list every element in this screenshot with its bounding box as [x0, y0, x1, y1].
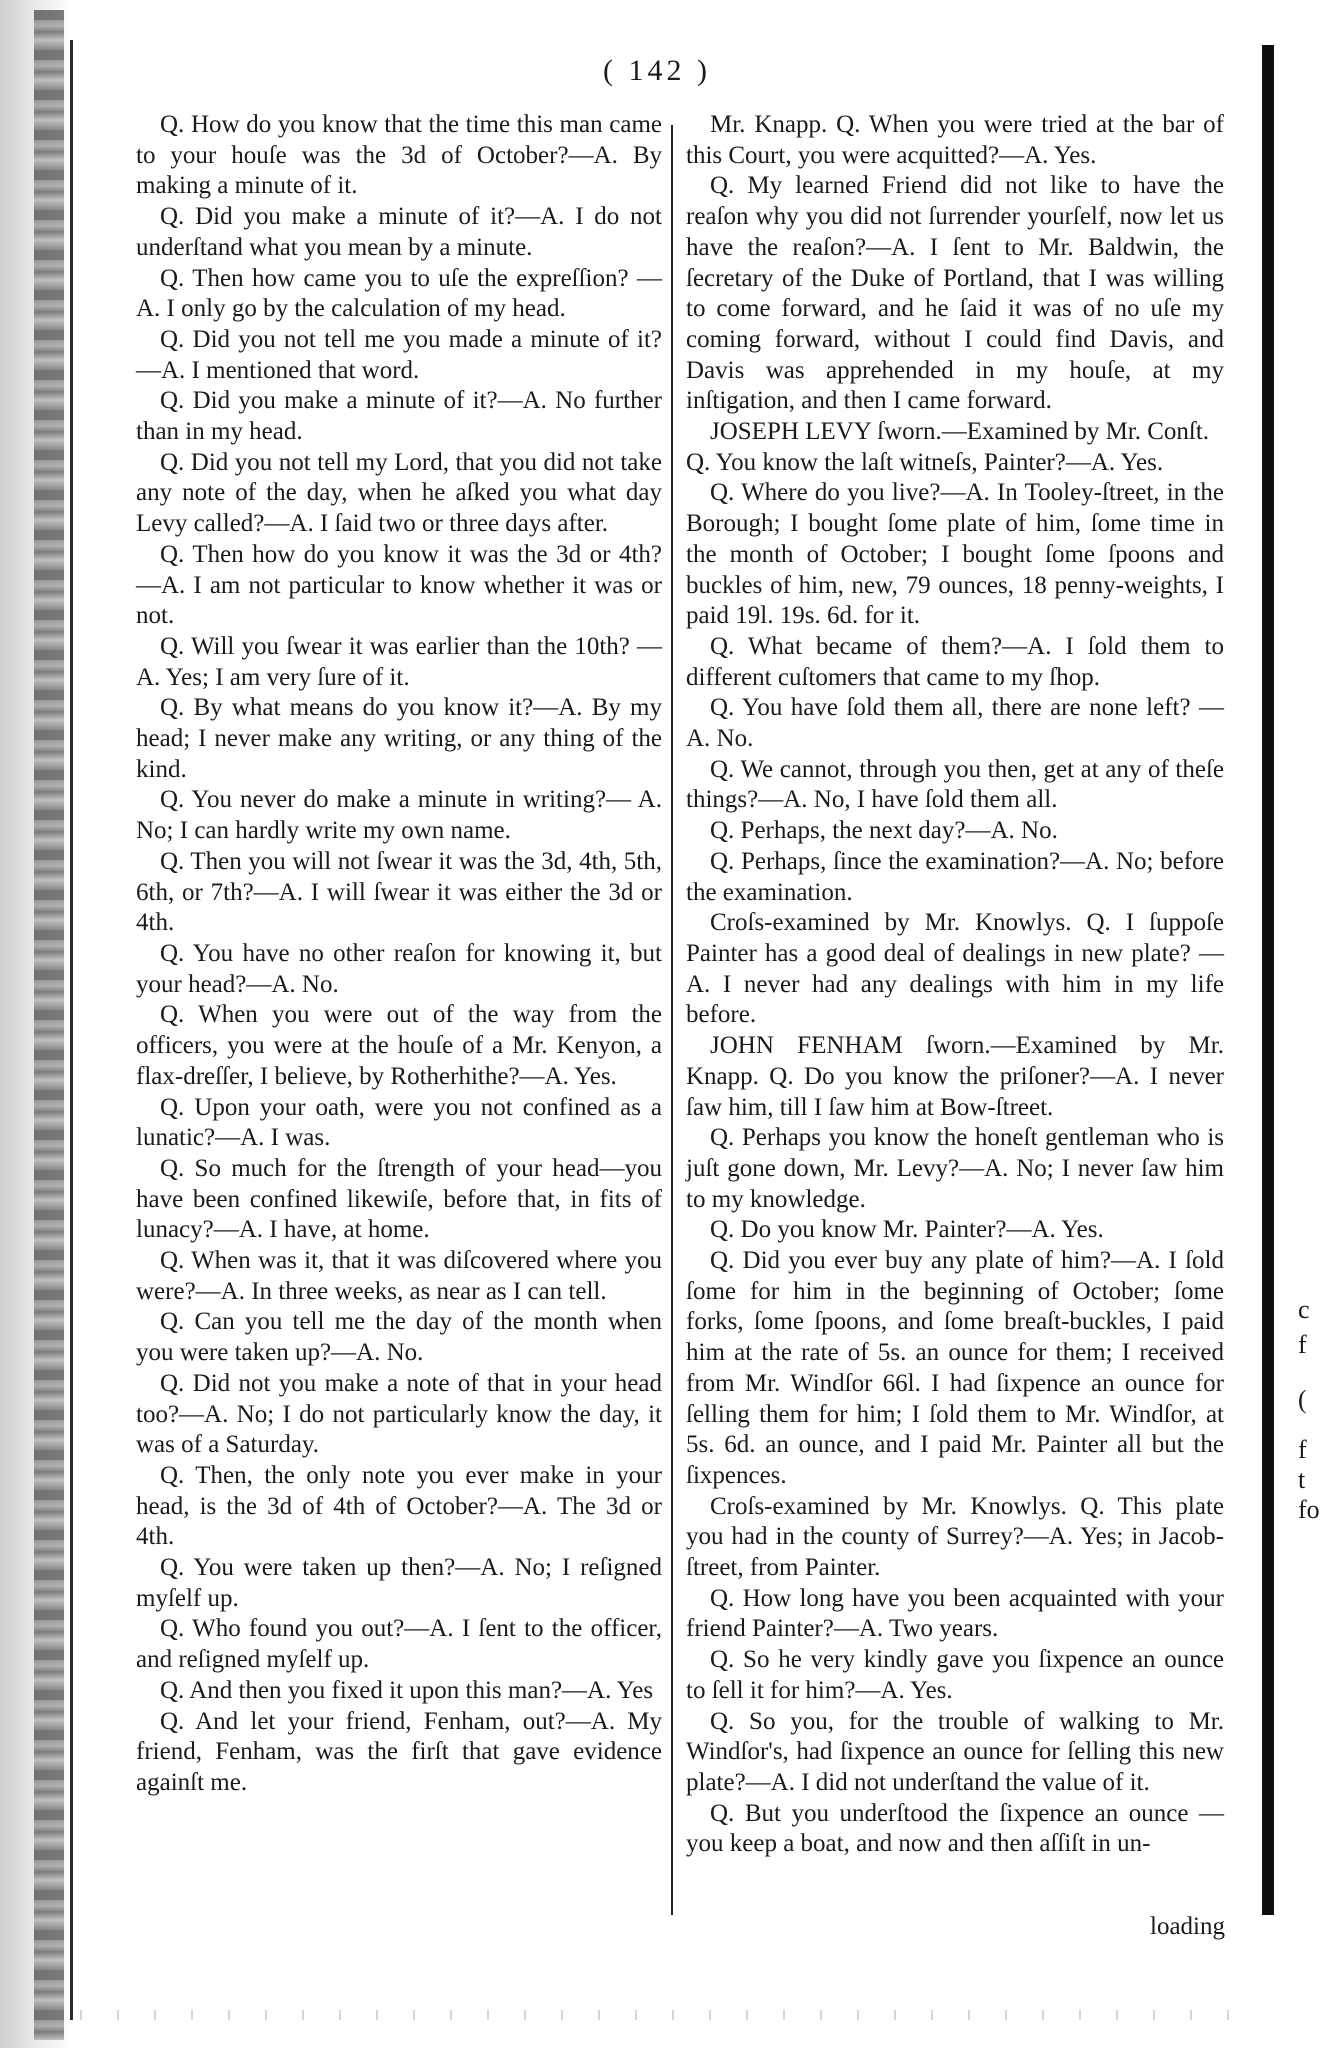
- paragraph: Q. But you underſtood the ſixpence an ounce —you keep a boat, and now and then aſſiſt in un-: [686, 1799, 1224, 1858]
- paragraph: Q. So he very kindly gave you ſixpence an ounce to ſell it for him?—A. Yes.: [686, 1646, 1224, 1704]
- paragraph: Q. So much for the ſtrength of your head—you have been confined likewiſe, before that, in fits of lunacy?—A. I have, at home.: [136, 1154, 662, 1244]
- paragraph: Croſs-examined by Mr. Knowlys. Q. I ſuppoſe Painter has a good deal of dealings in new plate? —A. I never had any dealings with him in my life before.: [686, 909, 1224, 1029]
- paragraph: Q. Did not you make a note of that in your head too?—A. No; I do not particularly know the day, it was of a Saturday.: [136, 1369, 662, 1459]
- scan-noise: [80, 2010, 1260, 2020]
- paragraph: Q. Did you ever buy any plate of him?—A. I ſold ſome for him in the beginning of October; ſome forks, ſome ſpoons, and ſome breaſt-buckles, I paid him at the rate of 5s. an ounce for them; I received from Mr. Windſor 66l. I had ſixpence an ounce for ſelling them for him; I ſold them to Mr. Windſor, at 5s. 6d. an ounce, and I paid Mr. Painter all but the ſixpences.: [686, 1247, 1224, 1489]
- paragraph: Q. You have ſold them all, there are none left? —A. No.: [686, 694, 1224, 753]
- paragraph: Q. You have no other reaſon for knowing it, but your head?—A. No.: [136, 939, 662, 998]
- left-column: [136, 110, 662, 1799]
- paragraph: Q. Did you make a minute of it?—A. I do not underſtand what you mean by a minute.: [136, 203, 662, 261]
- column-divider: [671, 125, 673, 1915]
- paragraph: Q. Then, the only note you ever make in your head, is the 3d of 4th of October?—A. The 3d or 4th.: [136, 1461, 662, 1551]
- paragraph: Q. Then how do you know it was the 3d or 4th?—A. I am not particular to know whether it was or not.: [136, 540, 662, 630]
- paragraph: Q. Did you not tell me you made a minute of it?—A. I mentioned that word.: [136, 325, 662, 384]
- paragraph: Q. You were taken up then?—A. No; I reſigned myſelf up.: [136, 1554, 662, 1612]
- edge-letter: fo: [1298, 1495, 1320, 1524]
- paragraph: Q. What became of them?—A. I ſold them to different cuſtomers that came to my ſhop.: [686, 632, 1224, 691]
- edge-letter: c: [1298, 1295, 1310, 1324]
- paragraph: Q. You know the laſt witneſs, Painter?—A. Yes.: [686, 448, 1164, 476]
- right-column: [686, 110, 1224, 1860]
- edge-letter: t: [1298, 1465, 1306, 1494]
- paragraph: Q. Did you make a minute of it?—A. No further than in my head.: [136, 387, 662, 446]
- edge-letter: f: [1298, 1330, 1307, 1359]
- scan-edge-bar: [1262, 45, 1274, 1915]
- paragraph: Q. Perhaps, the next day?—A. No.: [710, 817, 1058, 845]
- paragraph: Q. Do you know Mr. Painter?—A. Yes.: [710, 1216, 1104, 1244]
- paragraph: Q. By what means do you know it?—A. By my head; I never make any writing, or any thing of the kind.: [136, 694, 662, 783]
- paragraph: Mr. Knapp. Q. When you were tried at the bar of this Court, you were acquitted?—A. Yes.: [686, 111, 1224, 169]
- edge-letter: (: [1298, 1385, 1307, 1414]
- paragraph: Q. Then how came you to uſe the expreſſion? —A. I only go by the calculation of my head.: [136, 264, 662, 323]
- paragraph: Q. When was it, that it was diſcovered where you were?—A. In three weeks, as near as I can tell.: [136, 1247, 662, 1305]
- paragraph: Q. You never do make a minute in writing?— A. No; I can hardly write my own name.: [136, 786, 662, 845]
- paragraph: Q. So you, for the trouble of walking to Mr. Windſor's, had ſixpence an ounce for ſelling this new plate?—A. I did not underſtand the value of it.: [686, 1707, 1224, 1796]
- paragraph: Q. Perhaps, ſince the examination?—A. No; before the examination.: [686, 847, 1224, 906]
- paragraph: Q. Perhaps you know the honeſt gentleman who is juſt gone down, Mr. Levy?—A. No; I never ſaw him to my knowledge.: [686, 1124, 1224, 1213]
- paragraph: Q. And let your friend, Fenham, out?—A. My friend, Fenham, was the firſt that gave evidence againſt me.: [136, 1707, 662, 1796]
- paragraph: Q. Did you not tell my Lord, that you did not take any note of the day, when he aſked you what day Levy called?—A. I ſaid two or three days after.: [136, 448, 662, 538]
- witness-heading: JOSEPH LEVY ſworn.—Examined by Mr. Conſt.: [710, 418, 1210, 446]
- paragraph: Q. My learned Friend did not like to have the reaſon why you did not ſurrender yourſelf, now let us have the reaſon?—A. I ſent to Mr. Baldwin, the ſecretary of the Duke of Portland, that I was willing to come forward, and he ſaid it was of no uſe my coming forward, without I could find Davis, and Davis was apprehended in my houſe, at my inſtigation, and then I came forward.: [686, 172, 1224, 415]
- paragraph: Croſs-examined by Mr. Knowlys. Q. This plate you had in the county of Surrey?—A. Yes; in Jacob-ſtreet, from Painter.: [686, 1492, 1224, 1582]
- catchword: loading: [1150, 1913, 1225, 1940]
- paragraph: Q. How long have you been acquainted with your friend Painter?—A. Two years.: [686, 1584, 1224, 1643]
- witness-heading: JOHN FENHAM ſworn.—Examined by Mr. Knapp. Q. Do you know the priſoner?—A. I never ſaw him, till I ſaw him at Bow-ſtreet.: [686, 1032, 1224, 1121]
- paragraph: Q. Will you ſwear it was earlier than the 10th? —A. Yes; I am very ſure of it.: [136, 632, 662, 691]
- paragraph: Q. Upon your oath, were you not confined as a lunatic?—A. I was.: [136, 1093, 662, 1152]
- paragraph: Q. Then you will not ſwear it was the 3d, 4th, 5th, 6th, or 7th?—A. I will ſwear it was either the 3d or 4th.: [136, 847, 662, 937]
- next-page-edge: [1294, 0, 1320, 2048]
- gutter-rule: [70, 40, 73, 2020]
- paragraph: Q. And then you fixed it upon this man?—A. Yes: [160, 1676, 654, 1704]
- paragraph: Q. Who found you out?—A. I ſent to the officer, and reſigned myſelf up.: [136, 1615, 662, 1674]
- paragraph: Q. How do you know that the time this man came to your houſe was the 3d of October?—A. By making a minute of it.: [136, 111, 662, 200]
- paragraph: Q. Where do you live?—A. In Tooley-ſtreet, in the Borough; I bought ſome plate of him, ſome time in the month of October; I bought ſome ſpoons and buckles of him, new, 79 ounces, 18 penny-weights, I paid 19l. 19s. 6d. for it.: [686, 479, 1224, 630]
- paragraph: Q. We cannot, through you then, get at any of theſe things?—A. No, I have ſold them all.: [686, 755, 1224, 814]
- paragraph: Q. When you were out of the way from the officers, you were at the houſe of a Mr. Kenyon, a flax-dreſſer, I believe, by Rotherhithe?—A. Yes.: [136, 1001, 662, 1090]
- edge-letter: f: [1298, 1435, 1307, 1464]
- book-spine-gutter: [34, 10, 64, 2040]
- paragraph: Q. Can you tell me the day of the month when you were taken up?—A. No.: [136, 1308, 662, 1367]
- page-number: ( 142 ): [603, 54, 711, 87]
